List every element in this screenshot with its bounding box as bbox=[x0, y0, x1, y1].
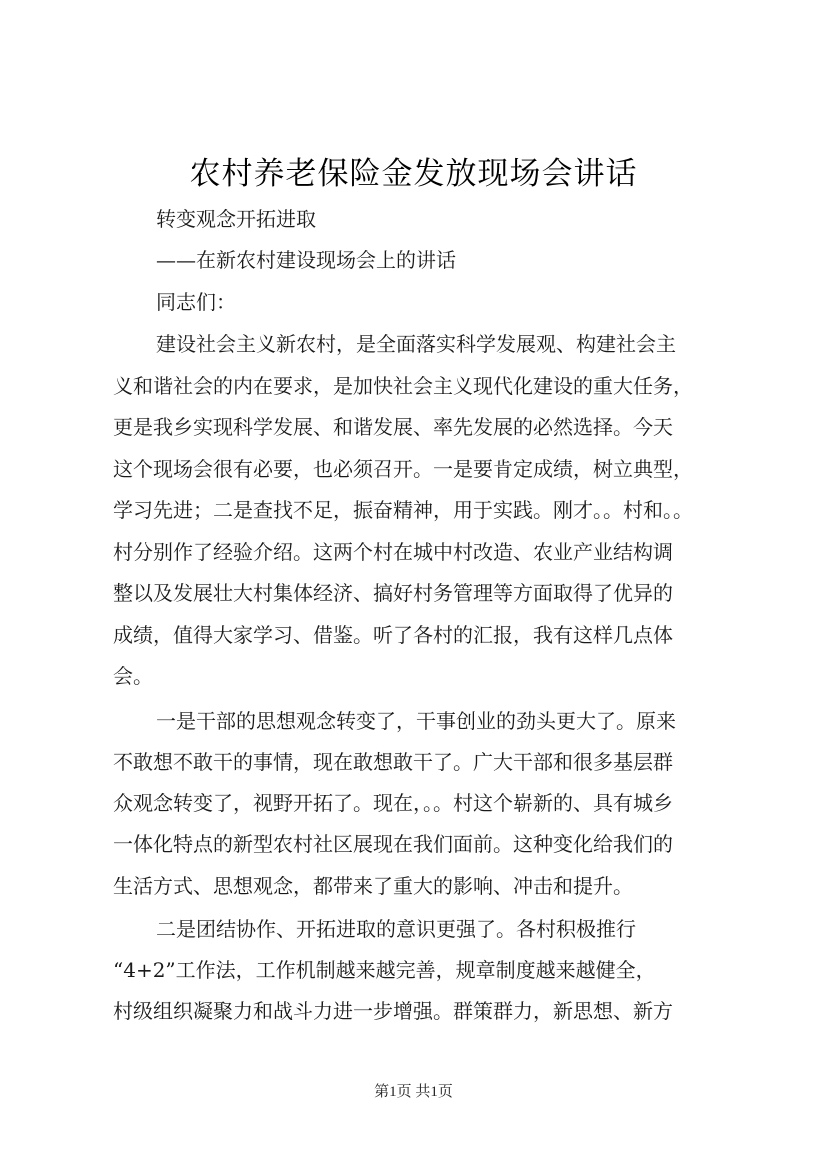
paragraph-line: 整以及发展壮大村集体经济、搞好村务管理等方面取得了优异的 bbox=[113, 581, 673, 605]
paragraph-line: 生活方式、思想观念，都带来了重大的影响、冲击和提升。 bbox=[113, 874, 633, 898]
paragraph-line: 学习先进；二是查找不足，振奋精神，用于实践。刚才。。村和。。 bbox=[113, 498, 693, 522]
paragraph-line: 义和谐社会的内在要求，是加快社会主义现代化建设的重大任务， bbox=[113, 374, 693, 398]
page-footer: 第1页 共1页 bbox=[374, 1084, 453, 1100]
paragraph-line: 二是团结协作、开拓进取的意识更强了。各村积极推行 bbox=[156, 917, 636, 941]
paragraph-line: 不敢想不敢干的事情，现在敢想敢干了。广大干部和很多基层群 bbox=[113, 750, 673, 774]
paragraph-line: 村分别作了经验介绍。这两个村在城中村改造、农业产业结构调 bbox=[113, 540, 673, 564]
paragraph-line: 村级组织凝聚力和战斗力进一步增强。群策群力，新思想、新方 bbox=[113, 999, 673, 1023]
paragraph-line: 一是干部的思想观念转变了，干事创业的劲头更大了。原来 bbox=[156, 709, 676, 733]
paragraph-line: 建设社会主义新农村，是全面落实科学发展观、构建社会主 bbox=[156, 332, 676, 356]
subtitle-2: ——在新农村建设现场会上的讲话 bbox=[156, 248, 456, 272]
document-title: 农村养老保险金发放现场会讲话 bbox=[189, 156, 638, 192]
paragraph-line: 一体化特点的新型农村社区展现在我们面前。这种变化给我们的 bbox=[113, 832, 673, 856]
paragraph-line: 这个现场会很有必要，也必须召开。一是要肯定成绩，树立典型， bbox=[113, 457, 693, 481]
paragraph-line: 众观念转变了，视野开拓了。现在，。。村这个崭新的、具有城乡 bbox=[113, 791, 673, 815]
subtitle-1: 转变观念开拓进取 bbox=[156, 207, 316, 231]
paragraph-line: 成绩，值得大家学习、借鉴。听了各村的汇报，我有这样几点体 bbox=[113, 623, 673, 647]
paragraph-line: “4+2”工作法，工作机制越来越完善，规章制度越来越健全， bbox=[113, 958, 656, 982]
paragraph-line: 更是我乡实现科学发展、和谐发展、率先发展的必然选择。今天 bbox=[113, 415, 673, 439]
paragraph-line: 会。 bbox=[113, 664, 153, 688]
salutation: 同志们： bbox=[156, 290, 236, 314]
